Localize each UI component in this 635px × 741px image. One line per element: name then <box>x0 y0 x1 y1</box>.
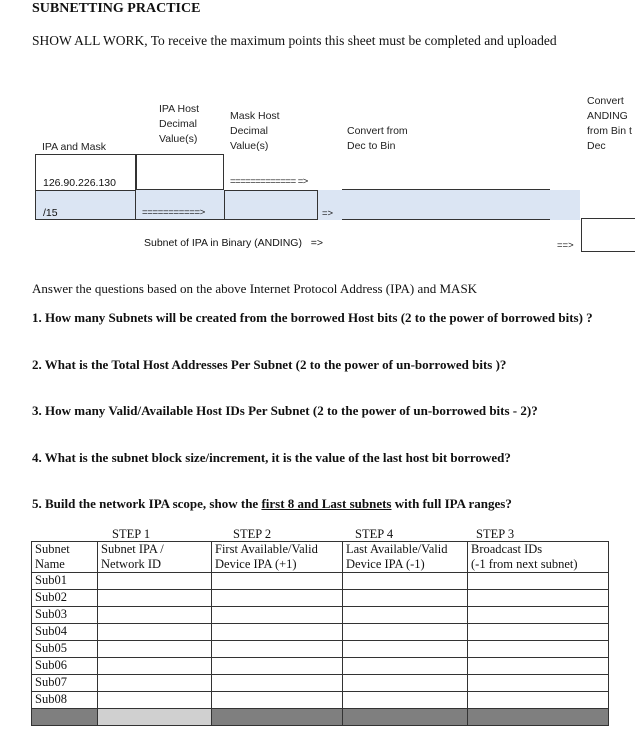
subnet-name: Sub01 <box>32 573 98 590</box>
step-3-label: STEP 3 <box>476 527 515 541</box>
instructions: SHOW ALL WORK, To receive the maximum points this sheet must be completed and uploaded <box>32 33 557 48</box>
header-convert-anding: Convert ANDING from Bin t Dec <box>587 95 632 152</box>
subnet-arrow-2: ==> <box>557 240 574 251</box>
broadcast-cell[interactable] <box>468 641 609 658</box>
last-valid-cell[interactable] <box>343 607 468 624</box>
first-valid-cell[interactable] <box>212 641 343 658</box>
subnet-table <box>31 541 609 726</box>
network-id-cell[interactable] <box>98 573 212 590</box>
question-2: 2. What is the Total Host Addresses Per Subnet (2 to the power of un-borrowed bits )? <box>32 357 507 372</box>
question-1: 1. How many Subnets will be created from the borrowed Host bits (2 to the power of borrowed bits) ? <box>32 310 593 325</box>
network-id-cell[interactable] <box>98 590 212 607</box>
broadcast-cell[interactable] <box>468 692 609 709</box>
table-row <box>32 641 609 658</box>
mask-host-decimal-input[interactable] <box>224 190 318 220</box>
subnet-name: Sub06 <box>32 658 98 675</box>
step-1-label: STEP 1 <box>112 527 151 541</box>
network-id-cell[interactable] <box>98 692 212 709</box>
last-valid-cell[interactable] <box>343 573 468 590</box>
table-row <box>32 590 609 607</box>
table-row <box>32 692 609 709</box>
ipa-host-decimal-input[interactable] <box>136 154 224 190</box>
broadcast-cell[interactable] <box>468 675 609 692</box>
table-row <box>32 607 609 624</box>
page-title: SUBNETTING PRACTICE <box>32 1 201 16</box>
header-convert-dec-bin: Convert from Dec to Bin <box>347 125 408 152</box>
answer-intro: Answer the questions based on the above Internet Protocol Address (IPA) and MASK <box>32 281 478 296</box>
header-mask-host-decimal: Mask Host Decimal Value(s) <box>230 110 280 152</box>
step-4-label: STEP 4 <box>355 527 394 541</box>
header-last-valid: Last Available/Valid Device IPA (-1) <box>343 542 468 573</box>
subnet-name: Sub04 <box>32 624 98 641</box>
subnet-name: Sub07 <box>32 675 98 692</box>
last-valid-cell[interactable] <box>343 590 468 607</box>
network-id-cell[interactable] <box>98 675 212 692</box>
first-valid-cell[interactable] <box>212 675 343 692</box>
mask-cell <box>35 190 136 220</box>
header-ipa-host-decimal: IPA Host Decimal Value(s) <box>159 103 200 145</box>
subnet-binary-label: Subnet of IPA in Binary (ANDING) => <box>144 237 323 249</box>
table-header-row <box>32 542 609 573</box>
ip-address-cell <box>35 154 136 190</box>
broadcast-cell[interactable] <box>468 624 609 641</box>
footer-cell <box>343 709 468 726</box>
footer-cell <box>32 709 98 726</box>
first-valid-cell[interactable] <box>212 624 343 641</box>
last-valid-cell[interactable] <box>343 624 468 641</box>
network-id-cell[interactable] <box>98 658 212 675</box>
mask-value: /15 <box>43 207 58 219</box>
last-valid-cell[interactable] <box>343 675 468 692</box>
question-4: 4. What is the subnet block size/increment, it is the value of the last host bit borrowed? <box>32 450 511 465</box>
row1-arrow: ============= => <box>230 176 308 187</box>
header-broadcast: Broadcast IDs (-1 from next subnet) <box>468 542 609 573</box>
network-id-cell[interactable] <box>98 624 212 641</box>
table-row <box>32 675 609 692</box>
header-subnet-name: Subnet Name <box>32 542 98 573</box>
first-valid-cell[interactable] <box>212 573 343 590</box>
table-row <box>32 658 609 675</box>
broadcast-cell[interactable] <box>468 607 609 624</box>
last-valid-cell[interactable] <box>343 641 468 658</box>
last-valid-cell[interactable] <box>343 692 468 709</box>
anding-result-input[interactable] <box>581 218 635 252</box>
question-5: 5. Build the network IPA scope, show the first 8 and Last subnets with full IPA ranges? <box>32 496 512 511</box>
network-id-cell[interactable] <box>98 607 212 624</box>
broadcast-cell[interactable] <box>468 658 609 675</box>
question-3: 3. How many Valid/Available Host IDs Per Subnet (2 to the power of un-borrowed bits - 2)? <box>32 403 538 418</box>
table-footer-row <box>32 709 609 726</box>
first-valid-cell[interactable] <box>212 590 343 607</box>
subnet-name: Sub08 <box>32 692 98 709</box>
step-2-label: STEP 2 <box>233 527 272 541</box>
row2-arrow: ===========> <box>136 190 224 220</box>
binary-conversion-extension <box>550 190 580 220</box>
broadcast-cell[interactable] <box>468 573 609 590</box>
binary-conversion-input[interactable] <box>342 190 550 220</box>
table-row <box>32 573 609 590</box>
first-valid-cell[interactable] <box>212 658 343 675</box>
subnet-name: Sub02 <box>32 590 98 607</box>
row2-arrow-2: => <box>318 190 342 220</box>
subnet-name: Sub03 <box>32 607 98 624</box>
table-row <box>32 624 609 641</box>
subnet-name: Sub05 <box>32 641 98 658</box>
first-valid-cell[interactable] <box>212 692 343 709</box>
broadcast-cell[interactable] <box>468 590 609 607</box>
subnet-arrow: => <box>310 237 323 249</box>
footer-cell <box>212 709 343 726</box>
header-ipa-and-mask: IPA and Mask <box>42 141 107 153</box>
last-valid-cell[interactable] <box>343 658 468 675</box>
header-first-valid: First Available/Valid Device IPA (+1) <box>212 542 343 573</box>
footer-cell <box>98 709 212 726</box>
header-network-id: Subnet IPA / Network ID <box>98 542 212 573</box>
network-id-cell[interactable] <box>98 641 212 658</box>
footer-cell <box>468 709 609 726</box>
first-valid-cell[interactable] <box>212 607 343 624</box>
ip-address-value: 126.90.226.130 <box>43 177 116 189</box>
